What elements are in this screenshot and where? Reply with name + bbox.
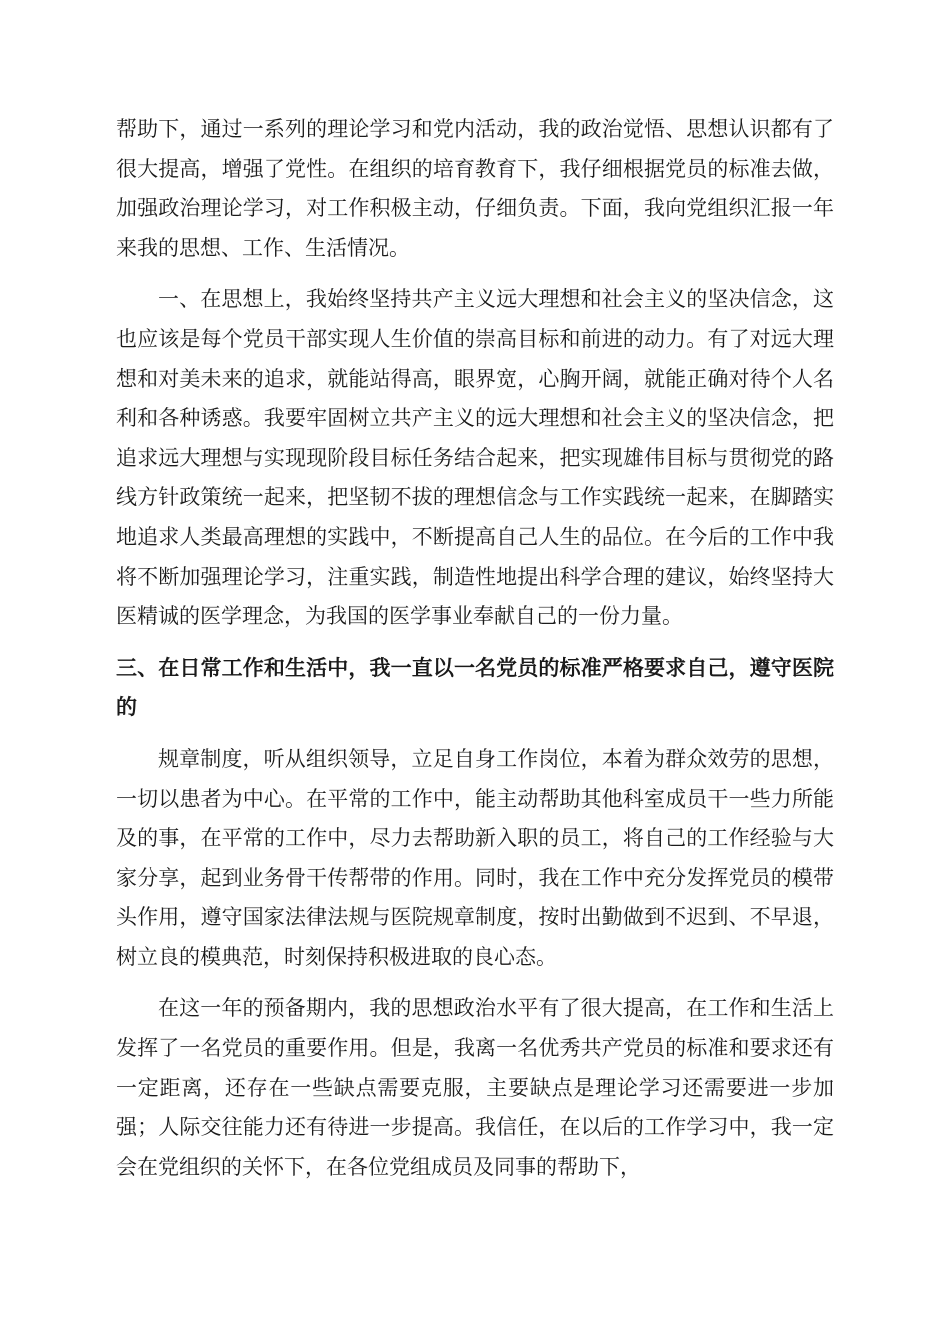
paragraph-continuation: 帮助下，通过一系列的理论学习和党内活动，我的政治觉悟、思想认识都有了很大提高，增强了党性。在组织的培育教育下，我仔细根据党员的标准去做，加强政治理论学习，对工作积极主动，仔细负责。下面，我向党组织汇报一年来我的思想、工作、生活情况。: [116, 117, 834, 260]
document-body: [116, 110, 834, 1199]
paragraph-work-conduct: 规章制度，听从组织领导，立足自身工作岗位，本着为群众效劳的思想，一切以患者为中心。在平常的工作中，能主动帮助其他科室成员干一些力所能及的事，在平常的工作中，尽力去帮助新入职的员工，将自己的工作经验与大家分享，起到业务骨干传帮带的作用。同时，我在工作中充分发挥党员的模带头作用，遵守国家法律法规与医院规章制度，按时出勤做到不迟到、不早退，树立良的模典范，时刻保持积极进取的良心态。: [116, 746, 834, 969]
section-heading-daily-work: 三、在日常工作和生活中，我一直以一名党员的标准严格要求自己，遵守医院的: [116, 655, 834, 720]
paragraph-probation-summary: 在这一年的预备期内，我的思想政治水平有了很大提高，在工作和生活上发挥了一名党员的重要作用。但是，我离一名优秀共产党员的标准和要求还有一定距离，还存在一些缺点需要克服，主要缺点是理论学习还需要进一步加强；人际交往能力还有待进一步提高。我信任，在以后的工作学习中，我一定会在党组织的关怀下，在各位党组成员及同事的帮助下，: [116, 996, 834, 1179]
paragraph-ideology: 一、在思想上，我始终坚持共产主义远大理想和社会主义的坚决信念，这也应该是每个党员干部实现人生价值的崇高目标和前进的动力。有了对远大理想和对美未来的追求，就能站得高，眼界宽，心胸开阔，就能正确对待个人名利和各种诱惑。我要牢固树立共产主义的远大理想和社会主义的坚决信念，把追求远大理想与实现现阶段目标任务结合起来，把实现雄伟目标与贯彻党的路线方针政策统一起来，把坚韧不拔的理想信念与工作实践统一起来，在脚踏实地追求人类最高理想的实践中，不断提高自己人生的品位。在今后的工作中我将不断加强理论学习，注重实践，制造性地提出科学合理的建议，始终坚持大医精诚的医学理念，为我国的医学事业奉献自己的一份力量。: [116, 287, 834, 629]
